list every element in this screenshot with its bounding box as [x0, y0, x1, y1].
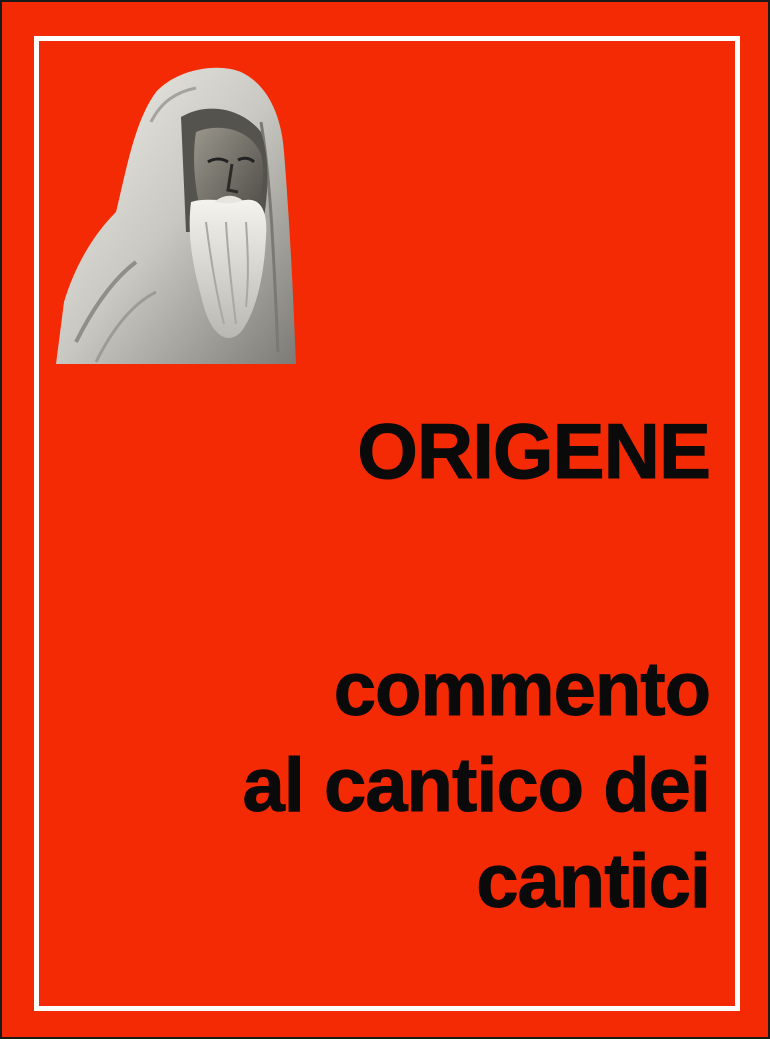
subtitle-line: cantici — [476, 839, 710, 924]
bearded-sage-portrait-icon — [56, 62, 296, 364]
subtitle-line: commento — [333, 647, 710, 732]
subtitle-line: al cantico dei — [242, 743, 710, 828]
book-subtitle — [243, 642, 711, 930]
author-title: ORIGENE — [357, 407, 710, 495]
